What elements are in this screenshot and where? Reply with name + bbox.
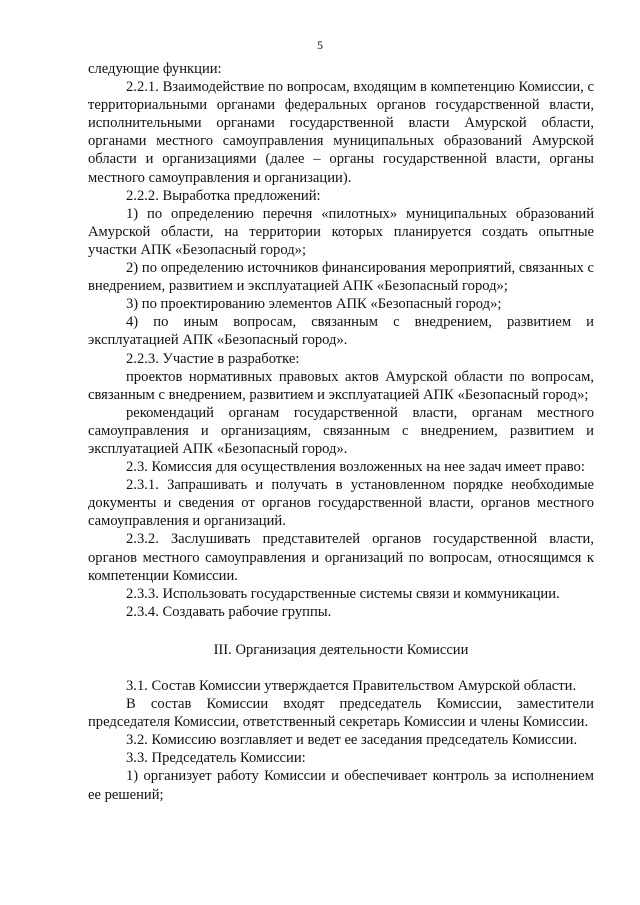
paragraph: 2.3. Комиссия для осуществления возложенных на нее задач имеет право: (126, 459, 585, 476)
paragraph: 1) организует работу Комиссии и обеспечивает контроль за исполнением ее решений; (88, 768, 594, 803)
paragraph: В состав Комиссии входят председатель Комиссии, заместители председателя Комиссии, ответственный секретарь Комиссии и члены Комиссии. (88, 696, 594, 731)
paragraph: 2.2.3. Участие в разработке: (126, 350, 300, 367)
paragraph: 3.1. Состав Комиссии утверждается Правительством Амурской области. (126, 678, 577, 694)
paragraph: 3.2. Комиссию возглавляет и ведет ее заседания председатель Комиссии. (126, 732, 578, 749)
paragraph: следующие функции: (88, 61, 222, 77)
document-body (88, 60, 594, 804)
paragraph: проектов нормативных правовых актов Амурской области по вопросам, связанным с внедрением, развитием и эксплуатацией АПК «Безопасный город»; (88, 368, 594, 403)
paragraph: 2) по определению источников финансирования мероприятий, связанных с внедрением, развитием и эксплуатацией АПК «Безопасный город»; (88, 260, 594, 295)
page-number: 5 (317, 38, 323, 52)
paragraph: 2.2.1. Взаимодействие по вопросам, входящим в компетенцию Комиссии, с территориальными органами федеральных органов государственной власти, исполнительными органами государственной власти Амурской области, органами местного самоуправления муниципальных образований Амурской области и организациями (далее – органы государственной власти, органы местного самоуправления и организации). (88, 79, 594, 186)
paragraph: 2.3.2. Заслушивать представителей органов государственной власти, органов местного самоуправления и организаций по вопросам, относящимся к компетенции Комиссии. (88, 531, 594, 584)
paragraph: 2.3.4. Создавать рабочие группы. (126, 603, 332, 620)
paragraph: 1) по определению перечня «пилотных» муниципальных образований Амурской области, на территории которых планируется создать опытные участки АПК «Безопасный город»; (88, 205, 594, 258)
paragraph: 3.3. Председатель Комиссии: (126, 750, 306, 767)
paragraph: 2.3.1. Запрашивать и получать в установленном порядке необходимые документы и сведения от органов государственной власти, органов местного самоуправления и организаций. (88, 477, 594, 530)
paragraph: 3) по проектированию элементов АПК «Безопасный город»; (126, 296, 502, 313)
paragraph: рекомендаций органам государственной власти, органам местного самоуправления и организациям, связанным с внедрением, развитием и эксплуатацией АПК «Безопасный город». (88, 404, 594, 457)
paragraph: 2.2.2. Выработка предложений: (126, 187, 321, 204)
paragraph: 2.3.3. Использовать государственные системы связи и коммуникации. (126, 585, 560, 602)
section-heading: III. Организация деятельности Комиссии (213, 641, 469, 658)
paragraph: 4) по иным вопросам, связанным с внедрением, развитием и эксплуатацией АПК «Безопасный город». (88, 314, 594, 349)
